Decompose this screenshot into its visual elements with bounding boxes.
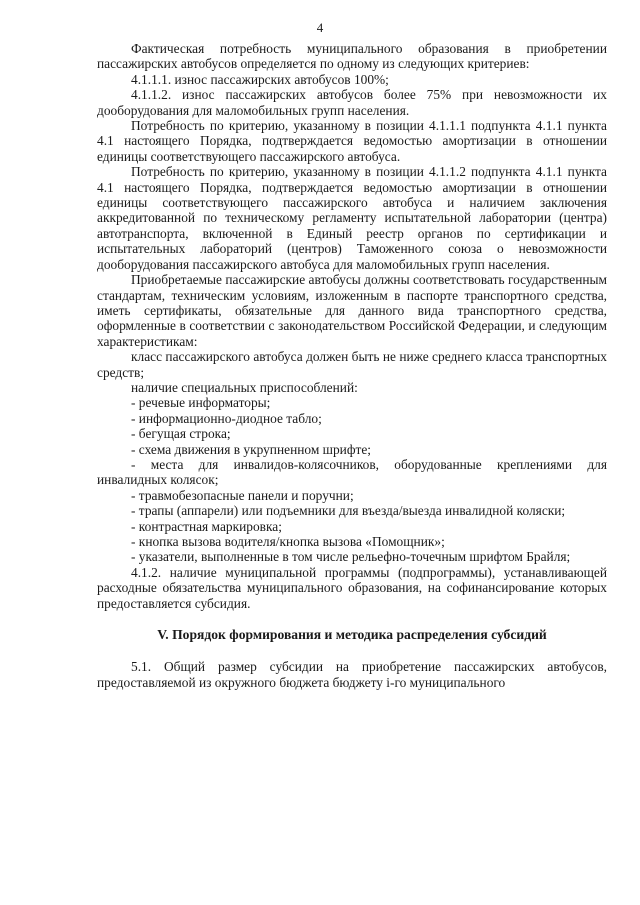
paragraph-special-devices: наличие специальных приспособлений:: [131, 379, 358, 395]
document-body: [97, 41, 607, 690]
paragraph-5-1: 5.1. Общий размер субсидии на приобретение пассажирских автобусов, предоставляемой из окружного бюджета бюджету i-го муниципального: [97, 659, 607, 690]
list-item: - трапы (аппарели) или подъемники для въезда/выезда инвалидной коляски;: [131, 503, 566, 519]
paragraph-bus-class: класс пассажирского автобуса должен быть не ниже среднего класса транспортных средств;: [97, 349, 607, 380]
list-item: - указатели, выполненные в том числе рельефно-точечным шрифтом Брайля;: [131, 549, 571, 565]
list-item: - схема движения в укрупненном шрифте;: [131, 441, 372, 457]
criterion-4-1-1-2: 4.1.1.2. износ пассажирских автобусов более 75% при невозможности их дооборудования для маломобильных групп населения.: [97, 87, 607, 118]
list-item: - бегущая строка;: [131, 426, 231, 442]
paragraph-actual-need: Фактическая потребность муниципального образования в приобретении пассажирских автобусов определяется по одному из следующих критериев:: [97, 41, 607, 72]
paragraph-4-1-2: 4.1.2. наличие муниципальной программы (подпрограммы), устанавливающей расходные обязательства муниципального образования, на софинансирование которых предоставляется субсидия.: [97, 564, 607, 611]
list-item: - кнопка вызова водителя/кнопка вызова «Помощник»;: [131, 534, 445, 549]
page-number: 4: [316, 20, 324, 35]
list-item: - травмобезопасные панели и поручни;: [131, 487, 354, 503]
list-item: - контрастная маркировка;: [131, 518, 282, 534]
section-heading: V. Порядок формирования и методика распределения субсидий: [157, 627, 547, 643]
list-item: - речевые информаторы;: [131, 395, 271, 411]
list-item: - места для инвалидов-колясочников, оборудованные креплениями для инвалидных колясок;: [97, 456, 607, 488]
paragraph-need-confirmation-1: Потребность по критерию, указанному в позиции 4.1.1.1 подпункта 4.1.1 пункта 4.1 настоящего Порядка, подтверждается ведомостью амортизации в отношении единицы соответствующего пассажирского автобуса.: [97, 118, 607, 164]
list-item: - информационно-диодное табло;: [131, 410, 322, 426]
paragraph-bus-requirements: Приобретаемые пассажирские автобусы должны соответствовать государственным стандартам, техническим условиям, изложенным в паспорте транспортного средства, иметь сертификаты, обязательные для данного вида транспортного средства, оформленные в соответствии с законодательством Российской Федерации, и следующим характеристикам:: [97, 272, 607, 349]
special-devices-list: [97, 395, 607, 564]
paragraph-need-confirmation-2: Потребность по критерию, указанному в позиции 4.1.1.2 подпункта 4.1.1 пункта 4.1 настоящего Порядка, подтверждается ведомостью амортизации в отношении единицы соответствующего пассажирского автобуса и наличием заключения аккредитованной по техническому регламенту испытательной лаборатории (центра) автотранспорта, включенной в Единый реестр органов по сертификации и испытательных лабораторий (центров) Таможенного союза о невозможности дооборудования пассажирского автобуса для маломобильных групп населения.: [97, 164, 607, 272]
criterion-4-1-1-1: 4.1.1.1. износ пассажирских автобусов 100%;: [131, 71, 389, 87]
